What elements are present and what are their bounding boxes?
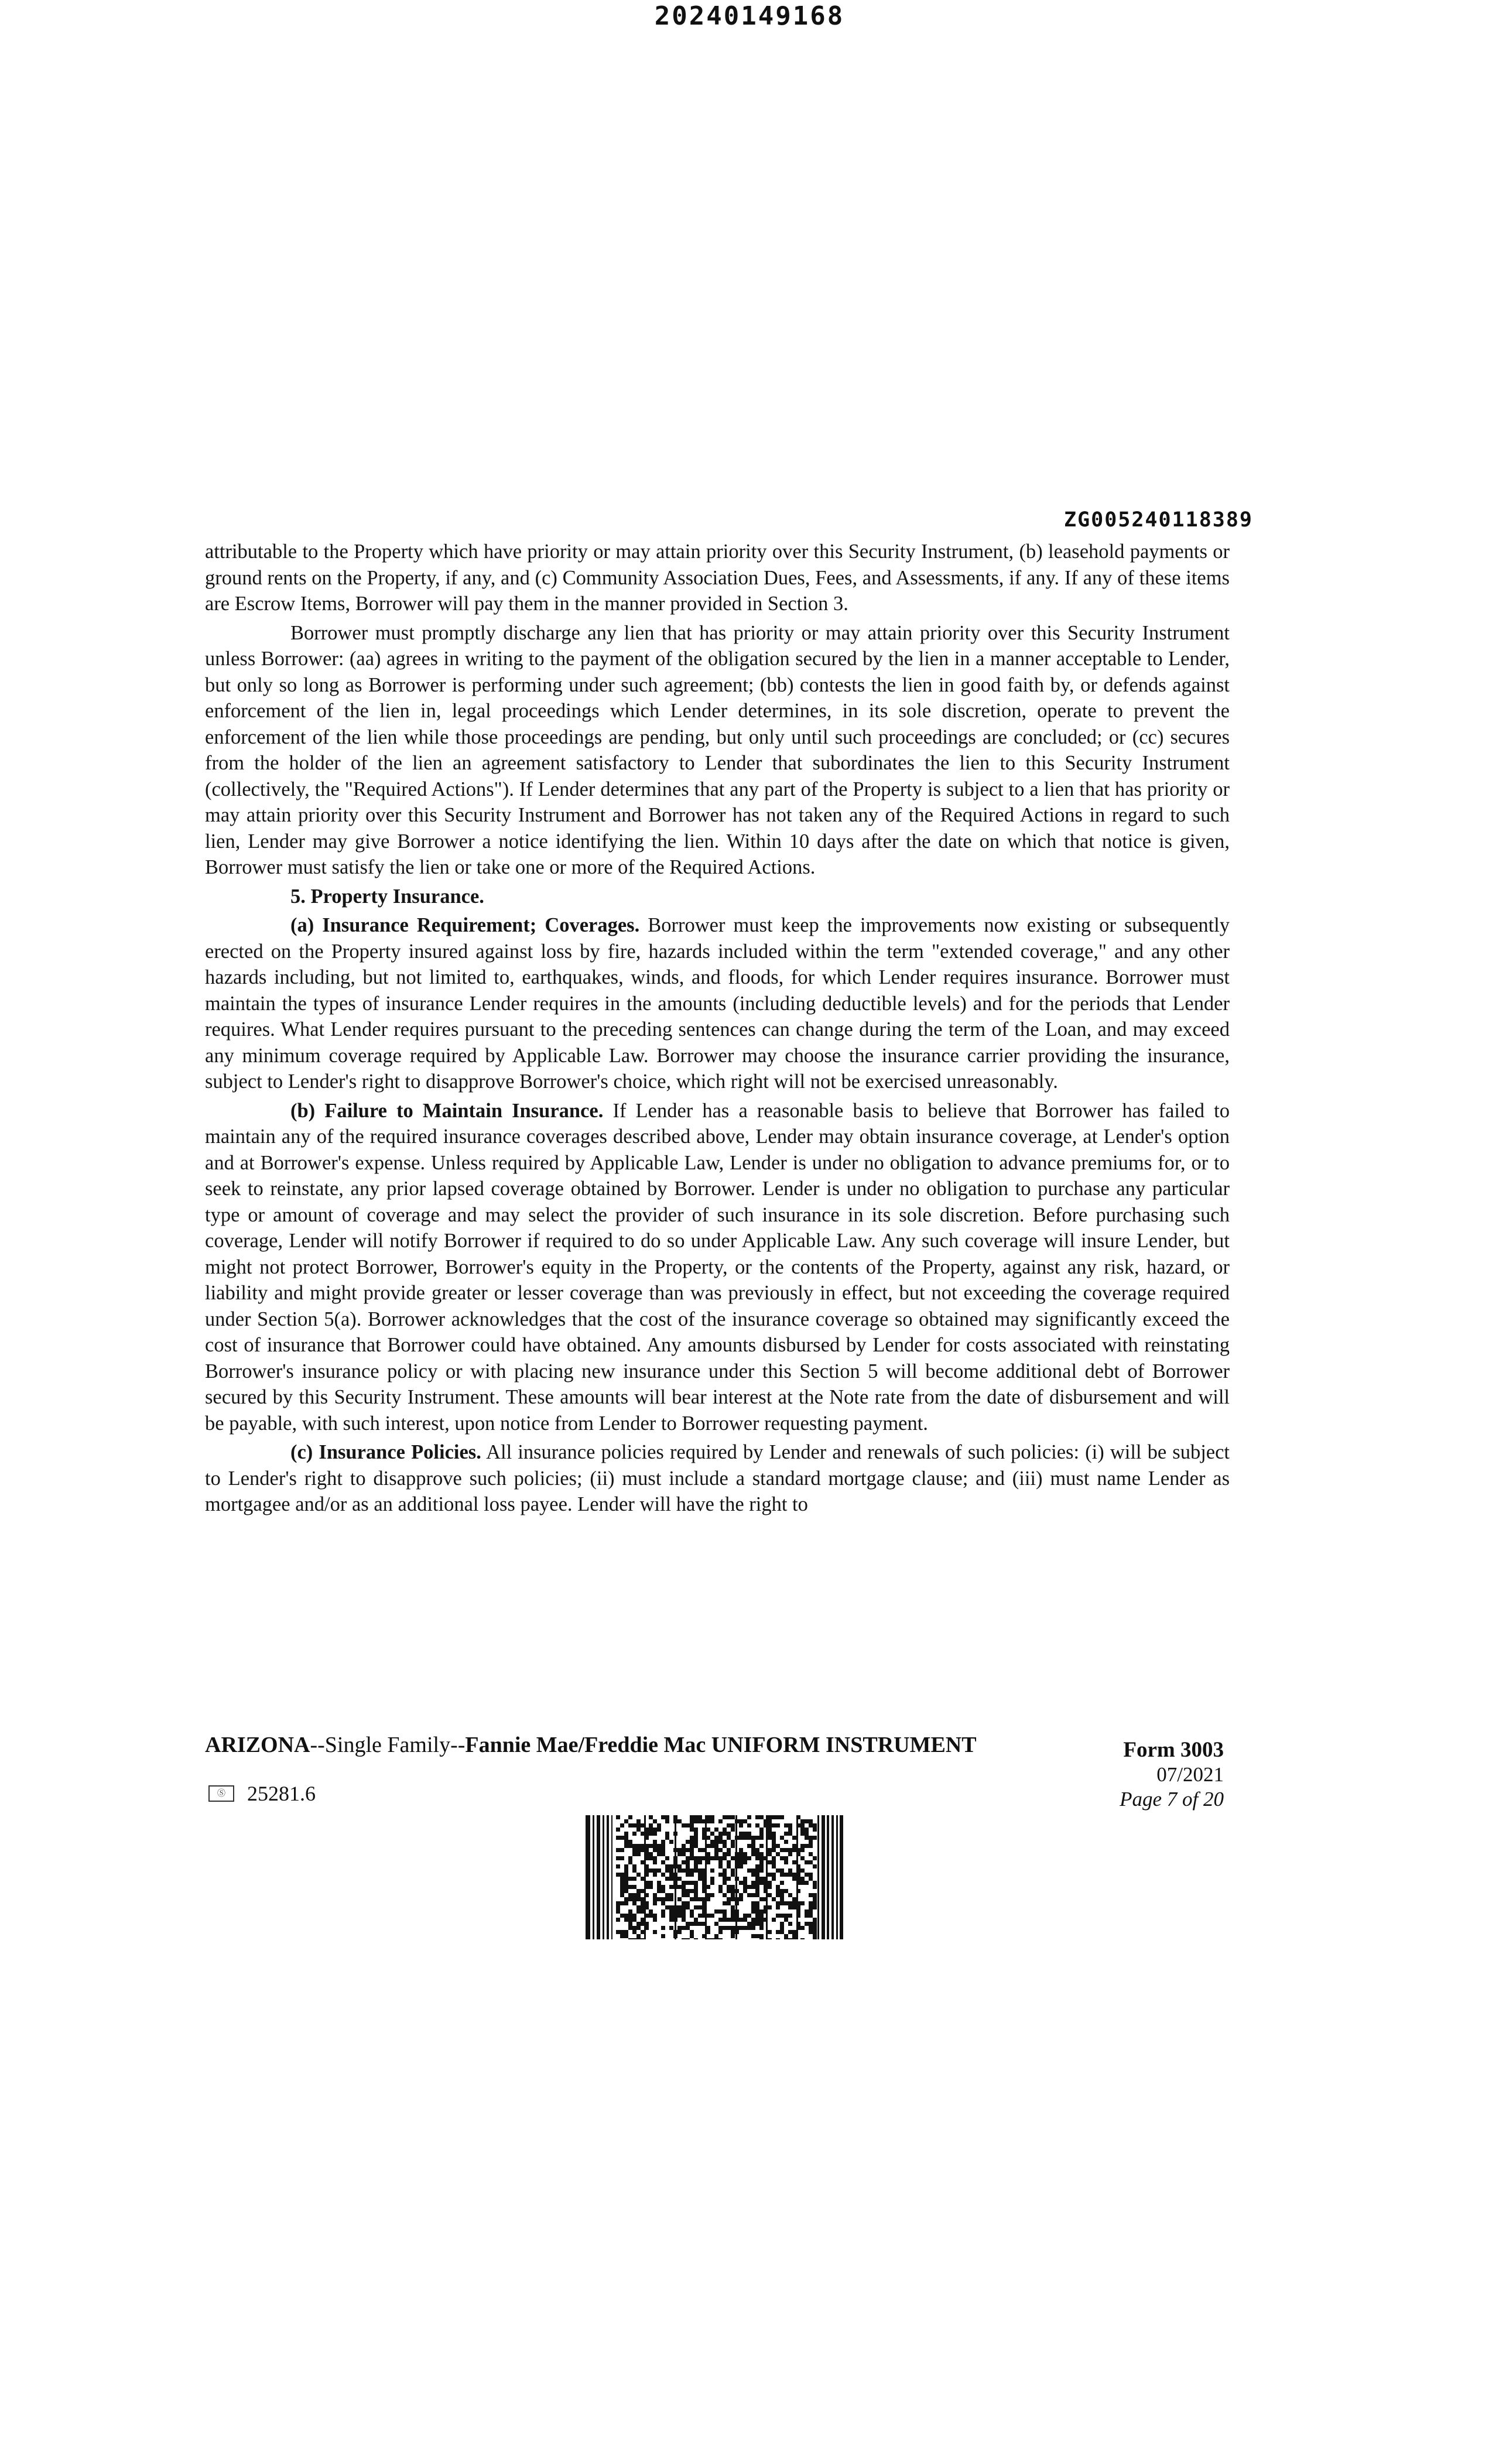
- form-code: [208, 1781, 316, 1806]
- publisher-logo-icon: Ⓢ: [208, 1785, 234, 1802]
- document-number: 20240149168: [654, 1, 845, 31]
- subsection-c-title: (c) Insurance Policies.: [290, 1441, 481, 1463]
- page-indicator: Page 7 of 20: [1120, 1788, 1224, 1811]
- subsection-c: [205, 1439, 1230, 1518]
- form-info: [1120, 1738, 1224, 1812]
- form-date: 07/2021: [1156, 1763, 1224, 1786]
- paragraph-continuation: attributable to the Property which have priority or may attain priority over this Security Instrument, (b) leasehold payments or ground rents on the Property, if any, and (c) Community Association Dues, Fees, and Assessments, if any. If any of these items are Escrow Items, Borrower will pay them in the manner provided in Section 3.: [205, 540, 1230, 615]
- subsection-c-text: All insurance policies required by Lender and renewals of such policies: (i) will be subject to Lender's right to disapprove such policies; (ii) must include a standard mortgage clause; and (iii) must name Lender as mortgagee and/or as an additional loss payee. Lender will have the right to: [205, 1441, 1230, 1515]
- subsection-a: [205, 912, 1230, 1095]
- form-code-number: 25281.6: [247, 1782, 316, 1805]
- section-heading: 5. Property Insurance.: [290, 885, 484, 908]
- reference-code: ZG005240118389: [1063, 508, 1253, 532]
- barcode-image: [586, 1815, 843, 1939]
- subsection-b-title: (b) Failure to Maintain Insurance.: [290, 1099, 604, 1122]
- form-label: Form 3003: [1123, 1738, 1224, 1762]
- subsection-a-title: (a) Insurance Requirement; Coverages.: [290, 914, 640, 936]
- document-body: [205, 539, 1230, 1521]
- instrument-title: Fannie Mae/Freddie Mac UNIFORM INSTRUMENT: [465, 1733, 977, 1757]
- subsection-b-text: If Lender has a reasonable basis to believe that Borrower has failed to maintain any of the required insurance coverages described above, Lender may obtain insurance coverage, at Lender's option and at Borrower's expense. Unless required by Applicable Law, Lender is under no obligation to advance premiums for, or to seek to reinstate, any prior lapsed coverage obtained by Borrower. Lender is under no obligation to purchase any particular type or amount of coverage and may select the provider of such insurance in its sole discretion. Before purchasing such coverage, Lender will notify Borrower if required to do so under Applicable Law. Any such coverage will insure Lender, but might not protect Borrower, Borrower's equity in the Property, or the contents of the Property, against any risk, hazard, or liability and might provide greater or lesser coverage than was previously in effect, but not exceeding the coverage required under Section 5(a). Borrower acknowledges that the cost of the insurance coverage so obtained may significantly exceed the cost of insurance that Borrower could have obtained. Any amounts disbursed by Lender for costs associated with reinstating Borrower's insurance policy or with placing new insurance under this Section 5 will become additional debt of Borrower secured by this Security Instrument. These amounts will bear interest at the Note rate from the date of disbursement and will be payable, with such interest, upon notice from Lender to Borrower requesting payment.: [205, 1099, 1230, 1435]
- paragraph-lien: Borrower must promptly discharge any lien that has priority or may attain priority over this Security Instrument unless Borrower: (aa) agrees in writing to the payment of the obligation secured by the lien in a manner acceptable to Lender, but only so long as Borrower is performing under such agreement; (bb) contests the lien in good faith by, or defends against enforcement of the lien in, legal proceedings which Lender determines, in its sole discretion, operate to prevent the enforcement of the lien while those proceedings are pending, but only until such proceedings are concluded; or (cc) secures from the holder of the lien an agreement satisfactory to Lender that subordinates the lien to this Security Instrument (collectively, the "Required Actions"). If Lender determines that any part of the Property is subject to a lien that has priority or may attain priority over this Security Instrument and Borrower has not taken any of the Required Actions in regard to such lien, Lender may give Borrower a notice identifying the lien. Within 10 days after the date on which that notice is given, Borrower must satisfy the lien or take one or more of the Required Actions.: [205, 621, 1230, 878]
- subsection-b: [205, 1098, 1230, 1437]
- instrument-title-line: [205, 1732, 977, 1758]
- state-name: ARIZONA: [205, 1733, 310, 1757]
- subsection-a-text: Borrower must keep the improvements now existing or subsequently erected on the Property insured against loss by fire, hazards included within the term "extended coverage," and any other hazards including, but not limited to, earthquakes, winds, and floods, for which Lender requires insurance. Borrower must maintain the types of insurance Lender requires in the amounts (including deductible levels) and for the periods that Lender requires. What Lender requires pursuant to the preceding sentences can change during the term of the Loan, and may exceed any minimum coverage required by Applicable Law. Borrower may choose the insurance carrier providing the insurance, subject to Lender's right to disapprove Borrower's choice, which right will not be exercised unreasonably.: [205, 914, 1230, 1093]
- family-text: --Single Family--: [310, 1733, 466, 1757]
